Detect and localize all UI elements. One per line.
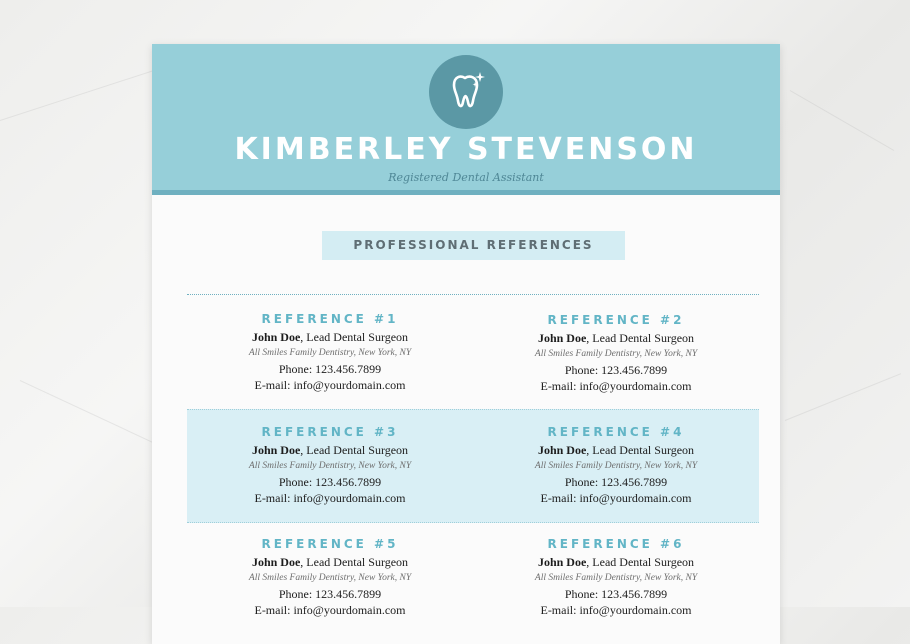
marble-vein (0, 64, 171, 121)
contact-name: John Doe (251, 555, 301, 569)
person-name: KIMBERLEY STEVENSON (234, 132, 698, 167)
reference-heading: REFERENCE #4 (547, 425, 685, 439)
reference-phone: Phone: 123.456.7899 (278, 587, 382, 601)
logo-badge (429, 55, 503, 129)
reference-email: E-mail: info@yourdomain.com (254, 378, 406, 392)
contact-title: , Lead Dental Surgeon (586, 555, 695, 569)
reference-heading: REFERENCE #5 (261, 537, 399, 551)
job-title: Registered Dental Assistant (388, 171, 544, 184)
tooth-sparkle-icon (429, 55, 503, 129)
contact-title: , Lead Dental Surgeon (300, 555, 409, 569)
reference-heading: REFERENCE #1 (261, 312, 399, 326)
reference-email: E-mail: info@yourdomain.com (540, 379, 692, 393)
reference-phone: Phone: 123.456.7899 (564, 363, 668, 377)
contact-title: , Lead Dental Surgeon (300, 330, 409, 344)
contact-name: John Doe (537, 331, 587, 345)
reference-contact (473, 554, 759, 570)
reference-card (473, 310, 759, 394)
header-banner (152, 44, 780, 195)
contact-title: , Lead Dental Surgeon (586, 443, 695, 457)
reference-company: All Smiles Family Dentistry, New York, NY (534, 573, 698, 583)
reference-heading: REFERENCE #3 (261, 425, 399, 439)
reference-card (187, 309, 473, 393)
contact-name: John Doe (251, 330, 301, 344)
contact-title: , Lead Dental Surgeon (586, 331, 695, 345)
reference-email: E-mail: info@yourdomain.com (540, 491, 692, 505)
contact-name: John Doe (251, 443, 301, 457)
reference-contact (187, 554, 473, 570)
reference-email: E-mail: info@yourdomain.com (254, 491, 406, 505)
reference-contact (473, 330, 759, 346)
marble-vein (790, 90, 894, 151)
divider (187, 294, 759, 295)
marble-vein (785, 373, 901, 421)
reference-card (187, 534, 473, 618)
reference-heading: REFERENCE #2 (547, 313, 685, 327)
reference-phone: Phone: 123.456.7899 (564, 587, 668, 601)
reference-contact (187, 329, 473, 345)
reference-company: All Smiles Family Dentistry, New York, NY (248, 461, 412, 471)
contact-name: John Doe (537, 555, 587, 569)
reference-contact (187, 442, 473, 458)
marble-vein (20, 380, 156, 444)
reference-card (473, 422, 759, 506)
section-title: PROFESSIONAL REFERENCES (353, 238, 594, 252)
reference-phone: Phone: 123.456.7899 (278, 475, 382, 489)
reference-email: E-mail: info@yourdomain.com (540, 603, 692, 617)
section-title-box (322, 231, 625, 260)
reference-company: All Smiles Family Dentistry, New York, NY (248, 573, 412, 583)
reference-company: All Smiles Family Dentistry, New York, NY (534, 349, 698, 359)
reference-heading: REFERENCE #6 (547, 537, 685, 551)
reference-email: E-mail: info@yourdomain.com (254, 603, 406, 617)
reference-card (187, 422, 473, 506)
reference-phone: Phone: 123.456.7899 (564, 475, 668, 489)
resume-page (152, 44, 780, 644)
reference-phone: Phone: 123.456.7899 (278, 362, 382, 376)
reference-card (473, 534, 759, 618)
contact-title: , Lead Dental Surgeon (300, 443, 409, 457)
reference-contact (473, 442, 759, 458)
reference-company: All Smiles Family Dentistry, New York, NY (534, 461, 698, 471)
reference-company: All Smiles Family Dentistry, New York, NY (248, 348, 412, 358)
contact-name: John Doe (537, 443, 587, 457)
